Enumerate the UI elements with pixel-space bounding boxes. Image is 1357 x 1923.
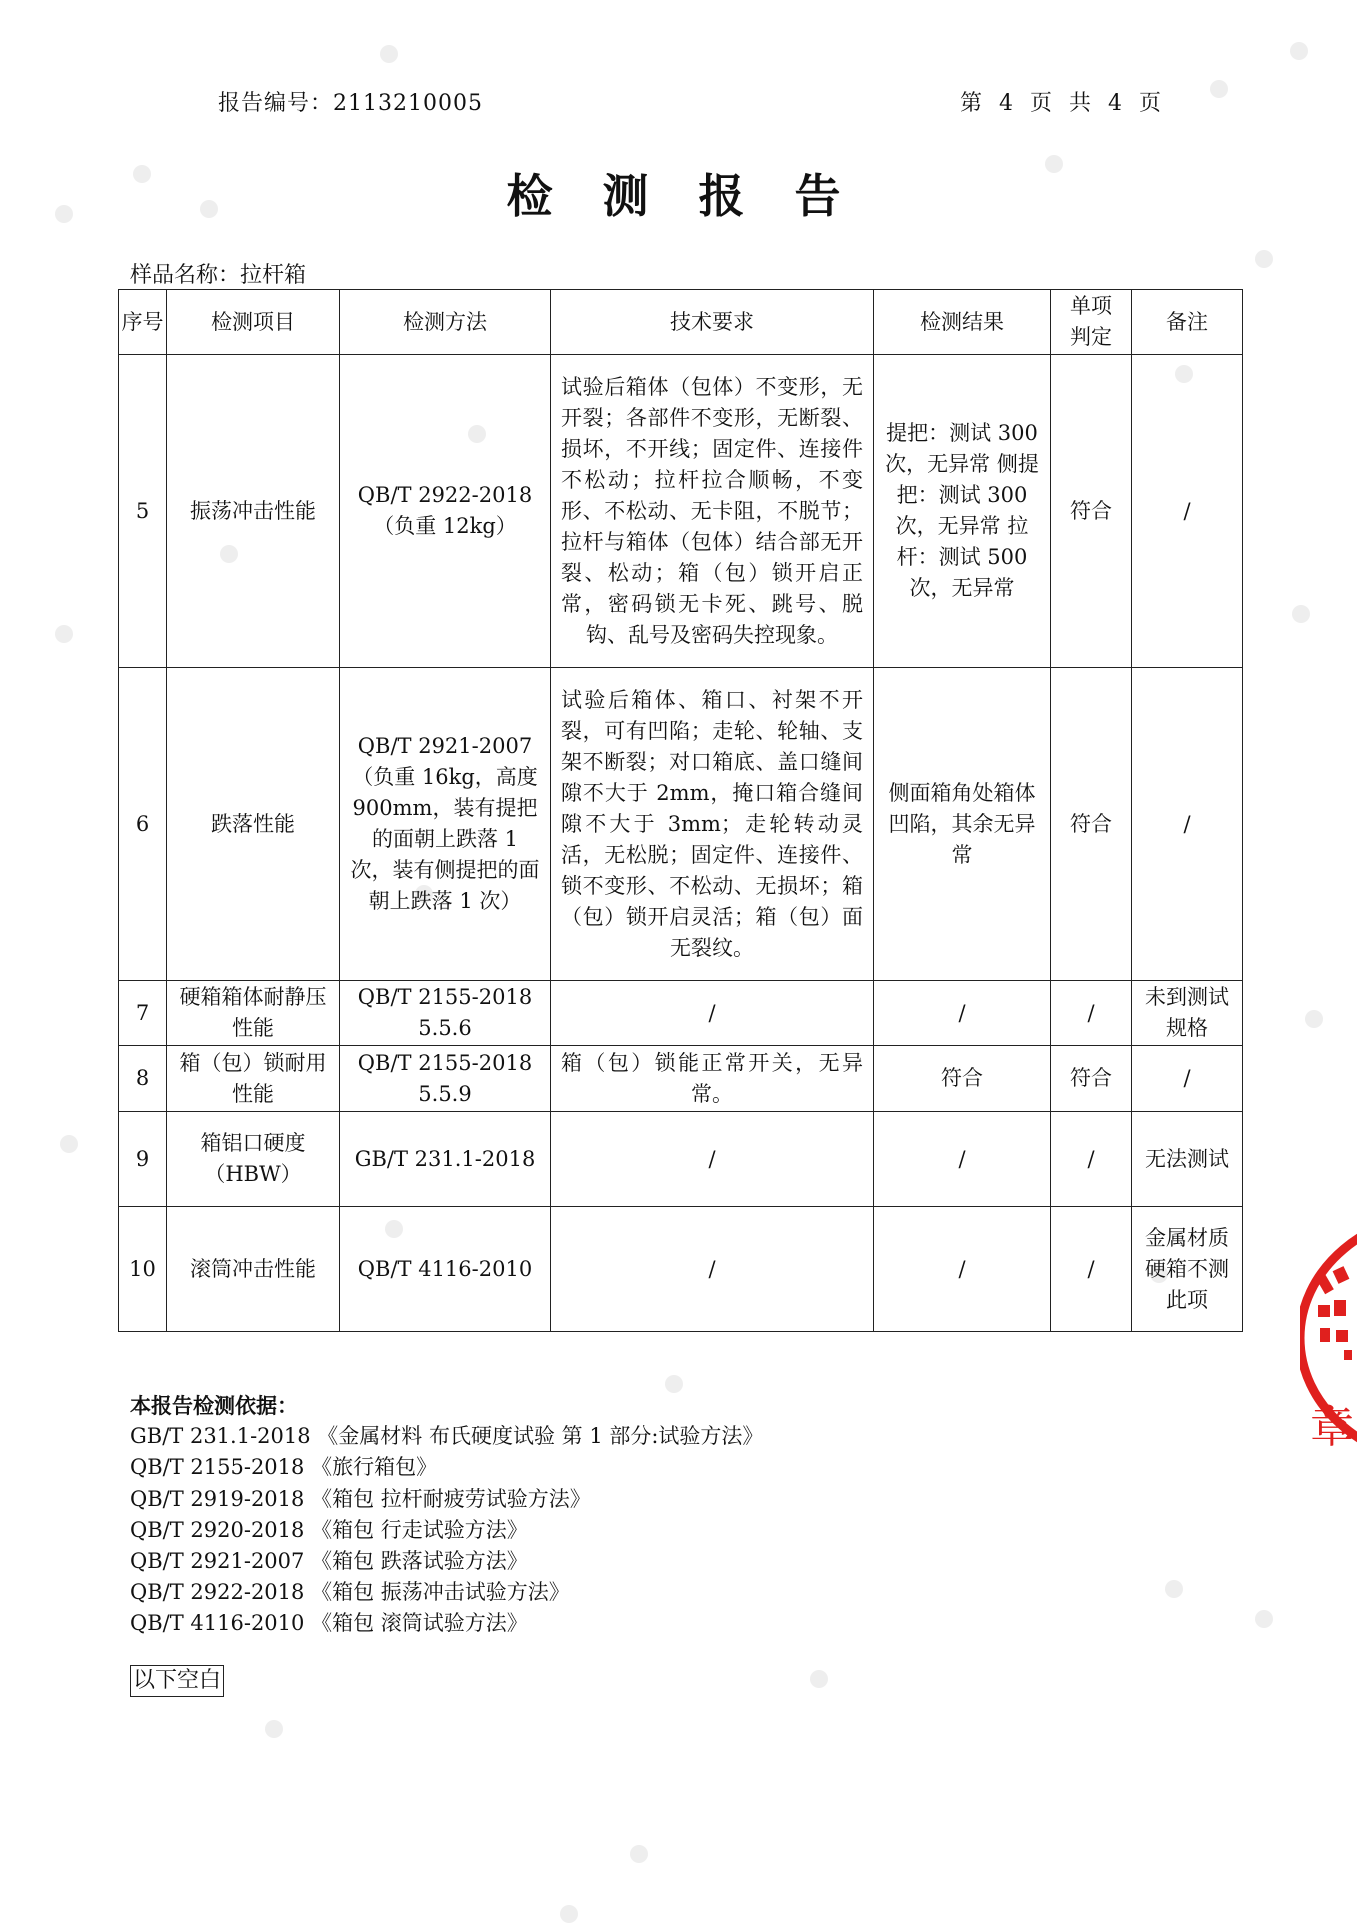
cell-judgement: / (1051, 981, 1132, 1046)
cell-remark: / (1132, 1046, 1243, 1112)
basis-item: QB/T 2922-2018 《箱包 振荡冲击试验方法》 (130, 1580, 570, 1605)
cell-item: 箱铝口硬度（HBW） (167, 1112, 340, 1207)
document-title: 检测报告 (506, 169, 891, 223)
basis-item: QB/T 4116-2010 《箱包 滚筒试验方法》 (130, 1611, 528, 1636)
cell-item: 振荡冲击性能 (167, 355, 340, 668)
test-basis-title: 本报告检测依据： (130, 1393, 298, 1418)
cell-seq: 9 (119, 1112, 167, 1207)
table-row (119, 981, 1243, 1046)
cell-judgement: / (1051, 1112, 1132, 1207)
test-results-table (118, 289, 1243, 1332)
basis-item: QB/T 2921-2007 《箱包 跌落试验方法》 (130, 1549, 528, 1574)
cell-seq: 8 (119, 1046, 167, 1112)
basis-item: QB/T 2155-2018 《旅行箱包》 (130, 1455, 438, 1480)
header-judgement: 单项判定 (1051, 290, 1132, 355)
cell-requirement: / (551, 981, 874, 1046)
header-method: 检测方法 (340, 290, 551, 355)
basis-item: GB/T 231.1-2018 《金属材料 布氏硬度试验 第 1 部分:试验方法》 (130, 1424, 764, 1449)
basis-item: QB/T 2920-2018 《箱包 行走试验方法》 (130, 1517, 528, 1542)
cell-method: QB/T 2155-2018 5.5.9 (340, 1046, 551, 1112)
cell-method: QB/T 4116-2010 (340, 1207, 551, 1332)
cell-result: / (874, 1207, 1051, 1332)
blank-below-note: 以下空白 (130, 1665, 224, 1697)
table-header-row (119, 290, 1243, 355)
cell-method: GB/T 231.1-2018 (340, 1112, 551, 1207)
cell-requirement: 试验后箱体、箱口、衬架不开裂，可有凹陷；走轮、轮轴、支架不断裂；对口箱底、盖口缝间隙不大于 2mm，掩口箱合缝间隙不大于 3mm；走轮转动灵活，无松脱；固定件、连接件、锁不变形、不松动、无损坏；箱（包）锁开启灵活；箱（包）面无裂纹。 (551, 668, 874, 981)
cell-judgement: 符合 (1051, 1046, 1132, 1112)
cell-requirement: 箱（包）锁能正常开关，无异常。 (551, 1046, 874, 1112)
cell-result: 符合 (874, 1046, 1051, 1112)
header-seq: 序号 (119, 290, 167, 355)
cell-seq: 10 (119, 1207, 167, 1332)
cell-item: 硬箱箱体耐静压性能 (167, 981, 340, 1046)
sample-name: 样品名称：拉杆箱 (130, 263, 307, 288)
header-item: 检测项目 (167, 290, 340, 355)
cell-remark: 金属材质硬箱不测此项 (1132, 1207, 1243, 1332)
cell-item: 滚筒冲击性能 (167, 1207, 340, 1332)
table-row (119, 1112, 1243, 1207)
report-number: 报告编号：2113210005 (218, 91, 483, 116)
header-remark: 备注 (1132, 290, 1243, 355)
cell-item: 箱（包）锁耐用性能 (167, 1046, 340, 1112)
cell-remark: / (1132, 355, 1243, 668)
cell-remark: / (1132, 668, 1243, 981)
table-row (119, 1207, 1243, 1332)
cell-remark: 无法测试 (1132, 1112, 1243, 1207)
cell-judgement: / (1051, 1207, 1132, 1332)
cell-seq: 6 (119, 668, 167, 981)
header-result: 检测结果 (874, 290, 1051, 355)
cell-method: QB/T 2922-2018（负重 12kg） (340, 355, 551, 668)
table-row (119, 355, 1243, 668)
table-row (119, 1046, 1243, 1112)
cell-judgement: 符合 (1051, 355, 1132, 668)
cell-result: / (874, 1112, 1051, 1207)
cell-result: / (874, 981, 1051, 1046)
cell-seq: 7 (119, 981, 167, 1046)
page-indicator: 第 4 页 共 4 页 (960, 91, 1162, 116)
cell-result: 侧面箱角处箱体凹陷，其余无异常 (874, 668, 1051, 981)
table-row (119, 668, 1243, 981)
cell-method: QB/T 2921-2007（负重 16kg，高度 900mm，装有提把的面朝上跌落 1 次，装有侧提把的面朝上跌落 1 次） (340, 668, 551, 981)
official-seal-stamp (1300, 1210, 1357, 1470)
cell-remark: 未到测试规格 (1132, 981, 1243, 1046)
cell-requirement: / (551, 1112, 874, 1207)
basis-item: QB/T 2919-2018 《箱包 拉杆耐疲劳试验方法》 (130, 1486, 591, 1511)
cell-requirement: / (551, 1207, 874, 1332)
cell-item: 跌落性能 (167, 668, 340, 981)
cell-requirement: 试验后箱体（包体）不变形，无开裂；各部件不变形，无断裂、损坏，不开线；固定件、连接件不松动；拉杆拉合顺畅，不变形、不松动、无卡阻，不脱节；拉杆与箱体（包体）结合部无开裂、松动；箱（包）锁开启正常，密码锁无卡死、跳号、脱钩、乱号及密码失控现象。 (551, 355, 874, 668)
cell-seq: 5 (119, 355, 167, 668)
header-requirement: 技术要求 (551, 290, 874, 355)
cell-method: QB/T 2155-2018 5.5.6 (340, 981, 551, 1046)
stamp-glyph: 章 (1310, 1402, 1354, 1453)
cell-judgement: 符合 (1051, 668, 1132, 981)
test-basis (130, 1390, 763, 1640)
cell-result: 提把：测试 300 次，无异常 侧提把：测试 300 次，无异常 拉杆：测试 500 次，无异常 (874, 355, 1051, 668)
